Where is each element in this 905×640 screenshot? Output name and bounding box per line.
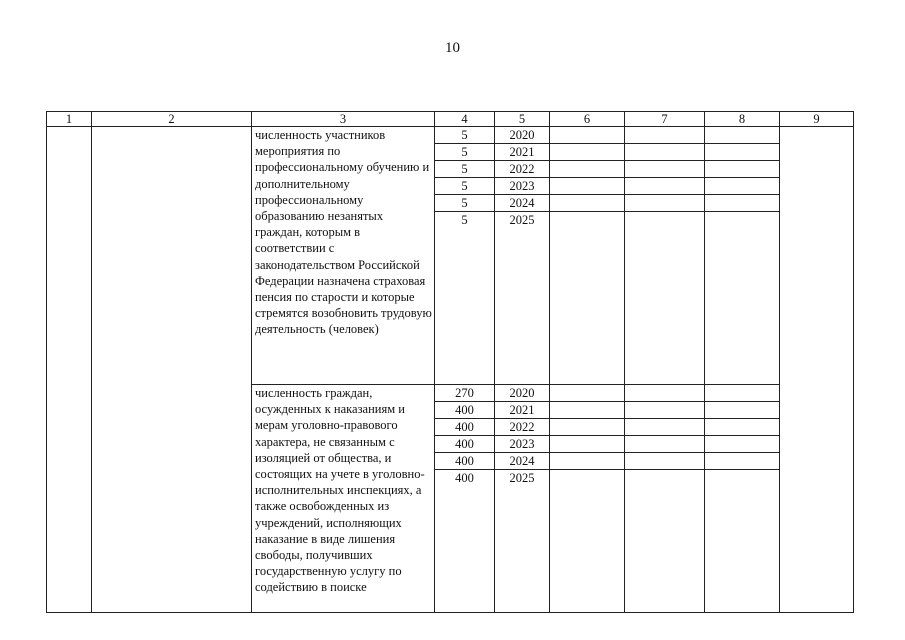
year-value: 2025 [509, 213, 535, 227]
indicator-value: 400 [435, 402, 494, 419]
year-value: 2020 [495, 385, 549, 402]
column-header: 1 [47, 112, 92, 127]
column-6-cell [550, 385, 625, 613]
column-8-cell [705, 127, 780, 385]
indicator-value: 400 [435, 453, 494, 470]
column-header: 6 [550, 112, 625, 127]
year-value: 2020 [495, 127, 549, 144]
year-value: 2024 [495, 453, 549, 470]
column-header: 2 [92, 112, 252, 127]
indicator-cell [252, 385, 435, 613]
page-number: 10 [445, 40, 460, 56]
indicator-value: 5 [435, 161, 494, 178]
indicator-value: 400 [435, 436, 494, 453]
indicator-text: численность участников мероприятия по профессиональному обучению и дополнительному профессиональному образованию незанятых граждан, которым в соответствии с законодательством Российской Федерации назначена страховая пенсия по старости и которые стремятся возобновить трудовую деятельность (человек) [255, 128, 432, 337]
indicator-value: 400 [455, 471, 474, 485]
year-value: 2023 [495, 436, 549, 453]
column-9-cell [780, 127, 854, 613]
column-header: 3 [252, 112, 435, 127]
year-value: 2022 [495, 419, 549, 436]
column-6-cell [550, 127, 625, 385]
indicator-cell [252, 127, 435, 385]
year-value: 2021 [495, 402, 549, 419]
year-value: 2024 [495, 195, 549, 212]
column-7-cell [625, 127, 705, 385]
column-header-row [47, 112, 854, 127]
indicator-text: численность граждан, осужденных к наказаниям и мерам уголовно-правового характера, не связанным с изоляцией от общества, и состоящих на учете в уголовно-исполнительных инспекциях, а также освобожденных из учреждений, исполняющих наказание в виде лишения свободы, получивших государственную услугу по содействию в поиске [255, 386, 425, 595]
year-value: 2025 [509, 471, 535, 485]
values-cell [435, 385, 495, 613]
years-cell [495, 127, 550, 385]
year-value: 2022 [495, 161, 549, 178]
program-indicators-table [46, 111, 854, 613]
row-number-cell [47, 127, 92, 613]
year-value: 2021 [495, 144, 549, 161]
column-header: 7 [625, 112, 705, 127]
year-value: 2023 [495, 178, 549, 195]
indicator-value: 5 [435, 144, 494, 161]
indicator-value: 5 [435, 178, 494, 195]
indicator-value: 5 [461, 213, 468, 227]
indicator-value: 5 [435, 127, 494, 144]
column-header: 5 [495, 112, 550, 127]
indicator-value: 400 [435, 419, 494, 436]
column-8-cell [705, 385, 780, 613]
column-header: 8 [705, 112, 780, 127]
indicator-value: 270 [435, 385, 494, 402]
column-header: 4 [435, 112, 495, 127]
column-header: 9 [780, 112, 854, 127]
activity-cell [92, 127, 252, 613]
column-7-cell [625, 385, 705, 613]
years-cell [495, 385, 550, 613]
values-cell [435, 127, 495, 385]
indicator-value: 5 [435, 195, 494, 212]
table-row [47, 127, 854, 385]
